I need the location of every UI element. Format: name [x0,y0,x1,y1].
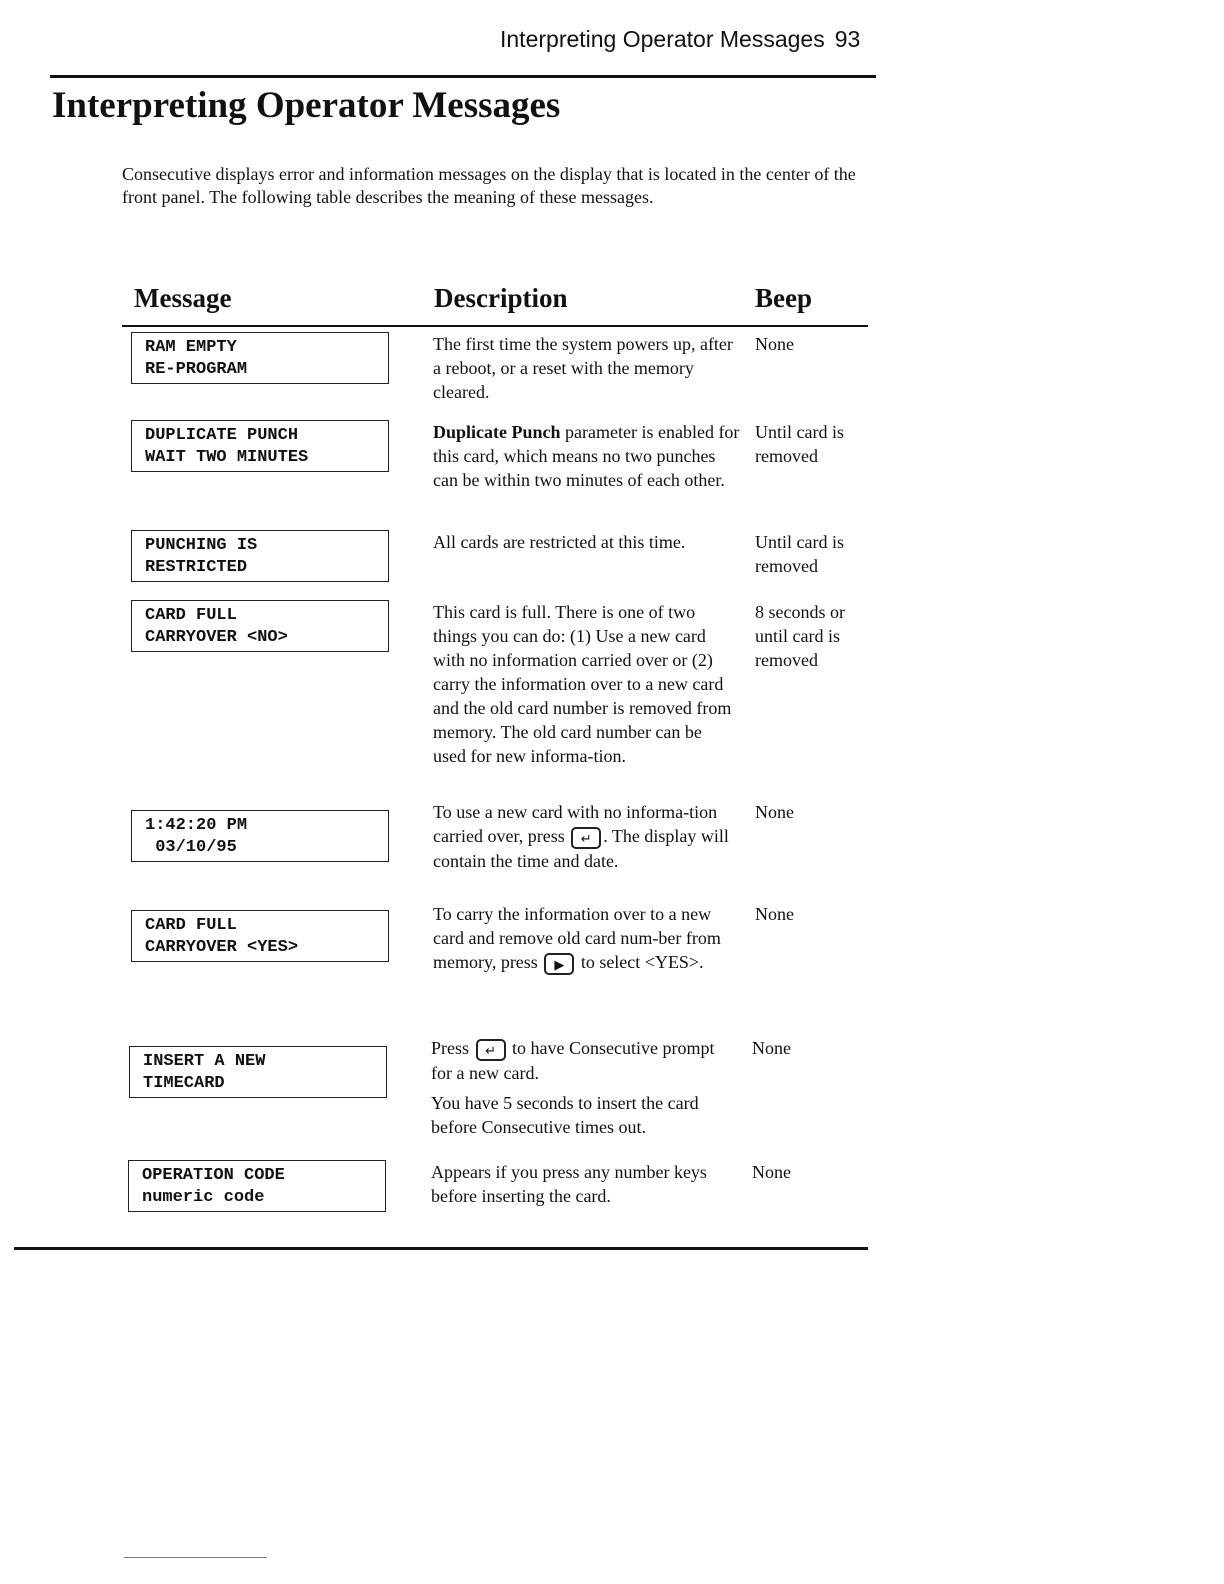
desc-bold-term: Duplicate Punch [433,422,561,442]
row-beep: 8 seconds or until card is removed [755,602,845,670]
row-description: Duplicate Punch parameter is enabled for this card, which means no two punches can be within two minutes of each other. [433,422,740,490]
lcd-display: OPERATION CODE numeric code [128,1160,386,1212]
enter-key-icon: ↵ [476,1039,506,1061]
page-title: Interpreting Operator Messages [52,85,561,126]
lcd-display: 1:42:20 PM 03/10/95 [131,810,389,862]
running-head-title: Interpreting Operator Messages [500,26,825,52]
row-beep: None [752,1038,791,1058]
row-beep: None [755,334,794,354]
row-beep: None [755,802,794,822]
row-description: The first time the system powers up, after a reboot, or a reset with the memory cleared. [433,334,733,402]
lcd-display: CARD FULL CARRYOVER <YES> [131,910,389,962]
header-description: Description [434,283,568,313]
row-beep: None [755,904,794,924]
row-description: Press ↵ to have Consecutive prompt for a new card. You have 5 seconds to insert the card before Consecutive times out. [431,1038,715,1137]
lcd-display: INSERT A NEW TIMECARD [129,1046,387,1098]
running-head [500,26,860,53]
page-number: 93 [834,26,861,52]
lcd-display: PUNCHING IS RESTRICTED [131,530,389,582]
top-rule [50,75,876,78]
row-beep: Until card is removed [755,532,844,576]
bottom-rule [14,1247,868,1250]
row-description: This card is full. There is one of two things you can do: (1) Use a new card with no information carried over or (2) carry the information over to a new card and the old card number is removed from memory. The old card number can be used for new informa-tion. [433,602,732,766]
row-beep: None [752,1162,791,1182]
lcd-display: CARD FULL CARRYOVER <NO> [131,600,389,652]
enter-key-icon: ↵ [571,827,601,849]
row-description: Appears if you press any number keys before inserting the card. [431,1162,707,1206]
right-arrow-key-icon: ▶ [544,953,574,975]
footnote-line [124,1557,267,1558]
lcd-display: RAM EMPTY RE-PROGRAM [131,332,389,384]
row-description: To carry the information over to a new card and remove old card num-ber from memory, press ▶ to select <YES>. [433,904,721,973]
row-description: All cards are restricted at this time. [433,532,686,552]
row-beep: Until card is removed [755,422,844,466]
row-description: To use a new card with no informa-tion carried over, press ↵ . The display will contain the time and date. [433,802,729,871]
header-beep: Beep [755,283,812,313]
header-rule [122,325,868,327]
intro-paragraph: Consecutive displays error and information messages on the display that is located in the center of the front panel. The following table describes the meaning of these messages. [122,164,856,207]
header-message: Message [134,283,232,313]
lcd-display: DUPLICATE PUNCH WAIT TWO MINUTES [131,420,389,472]
